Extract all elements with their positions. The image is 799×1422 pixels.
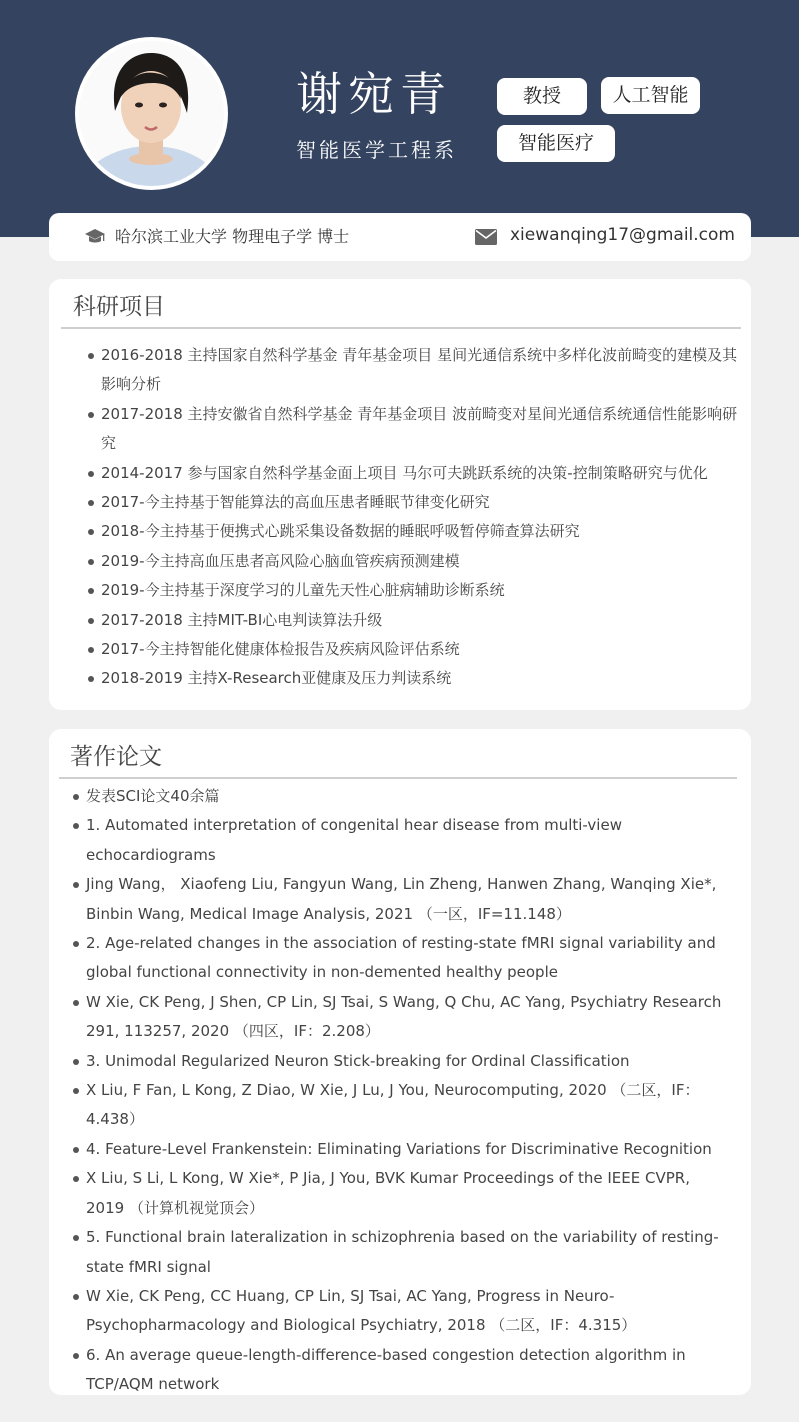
paper-item-text: Jing Wang， Xiaofeng Liu, Fangyun Wang, Lin Zheng, Hanwen Zhang, Wanqing Xie*, Binbin Wang, Medical Image Analysis, 2021 （一区，IF=11.148） bbox=[86, 875, 717, 923]
list-item bbox=[101, 488, 741, 517]
research-item-text: 2017-今主持基于智能算法的高血压患者睡眠节律变化研究 bbox=[101, 493, 490, 512]
education-text: 哈尔滨工业大学 物理电子学 博士 bbox=[115, 227, 350, 246]
paper-item-text: 5. Functional brain lateralization in schizophrenia based on the variability of resting-state fMRI signal bbox=[86, 1228, 719, 1276]
list-item bbox=[86, 1164, 726, 1223]
list-item bbox=[86, 1282, 726, 1341]
paper-item-text: X Liu, S Li, L Kong, W Xie*, P Jia, J You, BVK Kumar Proceedings of the IEEE CVPR, 2019 （计算机视觉顶会） bbox=[86, 1169, 690, 1217]
research-item-text: 2014-2017 参与国家自然科学基金面上项目 马尔可夫跳跃系统的决策-控制策略研究与优化 bbox=[101, 463, 708, 482]
list-item bbox=[101, 517, 741, 546]
bullet-dot bbox=[73, 1353, 79, 1359]
research-item-text: 2019-今主持基于深度学习的儿童先天性心脏病辅助诊断系统 bbox=[101, 581, 505, 600]
list-item bbox=[101, 664, 741, 693]
graduation-cap-icon bbox=[84, 227, 106, 247]
research-list bbox=[101, 341, 741, 694]
list-item bbox=[101, 606, 741, 635]
research-item-text: 2017-2018 主持安徽省自然科学基金 青年基金项目 波前畸变对星间光通信系统通信性能影响研究 bbox=[101, 404, 738, 453]
bullet-dot bbox=[73, 1235, 79, 1241]
research-item-text: 2018-今主持基于便携式心跳采集设备数据的睡眠呼吸暂停筛查算法研究 bbox=[101, 522, 580, 541]
list-item bbox=[86, 1076, 726, 1135]
bullet-dot bbox=[88, 471, 94, 477]
list-item bbox=[86, 1135, 726, 1164]
tag-smart-medical: 智能医疗 bbox=[497, 125, 615, 162]
tag-professor: 教授 bbox=[497, 78, 587, 115]
list-item bbox=[101, 547, 741, 576]
research-title: 科研项目 bbox=[73, 294, 165, 320]
list-item bbox=[86, 1341, 726, 1400]
bullet-dot bbox=[88, 500, 94, 506]
list-item bbox=[86, 1223, 726, 1282]
bullet-dot bbox=[88, 618, 94, 624]
bullet-dot bbox=[73, 1176, 79, 1182]
research-divider bbox=[61, 327, 741, 329]
list-item bbox=[86, 870, 726, 929]
paper-item-text: 发表SCI论文40余篇 bbox=[86, 787, 220, 805]
bullet-dot bbox=[73, 1147, 79, 1153]
papers-list bbox=[86, 782, 726, 1400]
bullet-dot bbox=[88, 412, 94, 418]
list-item bbox=[101, 341, 741, 400]
papers-card bbox=[49, 729, 751, 1395]
bullet-dot bbox=[73, 1088, 79, 1094]
paper-item-text: 3. Unimodal Regularized Neuron Stick-breaking for Ordinal Classification bbox=[86, 1051, 630, 1070]
research-item-text: 2017-2018 主持MIT-BI心电判读算法升级 bbox=[101, 610, 383, 629]
research-item-text: 2019-今主持高血压患者高风险心脑血管疾病预测建模 bbox=[101, 551, 460, 570]
papers-title: 著作论文 bbox=[70, 744, 162, 770]
list-item bbox=[101, 635, 741, 664]
paper-item-text: X Liu, F Fan, L Kong, Z Diao, W Xie, J Lu, J You, Neurocomputing, 2020 （二区，IF：4.438） bbox=[86, 1081, 700, 1129]
bullet-dot bbox=[73, 1059, 79, 1065]
bullet-dot bbox=[73, 1294, 79, 1300]
paper-item-text: 6. An average queue-length-difference-based congestion detection algorithm in TCP/AQM network bbox=[86, 1345, 686, 1394]
email-text[interactable]: xiewanqing17@gmail.com bbox=[510, 225, 735, 245]
research-card bbox=[49, 279, 751, 710]
contact-card bbox=[49, 213, 751, 261]
list-item bbox=[86, 988, 726, 1047]
bullet-dot bbox=[73, 1000, 79, 1006]
paper-item-text: 1. Automated interpretation of congenital hear disease from multi-view echocardiograms bbox=[86, 816, 622, 864]
list-item bbox=[101, 459, 741, 488]
list-item bbox=[86, 811, 726, 870]
bullet-dot bbox=[73, 823, 79, 829]
list-item bbox=[86, 1047, 726, 1076]
bullet-dot bbox=[73, 794, 79, 800]
research-item-text: 2017-今主持智能化健康体检报告及疾病风险评估系统 bbox=[101, 640, 460, 659]
list-item bbox=[86, 929, 726, 988]
research-item-text: 2016-2018 主持国家自然科学基金 青年基金项目 星间光通信系统中多样化波前畸变的建模及其影响分析 bbox=[101, 346, 738, 394]
bullet-dot bbox=[88, 529, 94, 535]
research-item-text: 2018-2019 主持X-Research亚健康及压力判读系统 bbox=[101, 669, 452, 688]
bullet-dot bbox=[73, 941, 79, 947]
list-item bbox=[101, 400, 741, 459]
tag-ai: 人工智能 bbox=[601, 77, 700, 114]
bullet-dot bbox=[88, 353, 94, 359]
profile-department: 智能医学工程系 bbox=[296, 138, 457, 162]
bullet-dot bbox=[73, 882, 79, 888]
list-item bbox=[101, 576, 741, 605]
bullet-dot bbox=[88, 559, 94, 565]
paper-item-text: 2. Age-related changes in the association of resting-state fMRI signal variability and global functional connectivity in non-demented healthy people bbox=[86, 934, 716, 982]
bullet-dot bbox=[88, 588, 94, 594]
papers-divider bbox=[59, 777, 737, 779]
avatar bbox=[75, 37, 228, 190]
portrait-photo bbox=[79, 41, 224, 186]
bullet-dot bbox=[88, 676, 94, 682]
list-item bbox=[86, 782, 726, 811]
paper-item-text: 4. Feature-Level Frankenstein: Eliminating Variations for Discriminative Recognition bbox=[86, 1139, 712, 1158]
envelope-icon bbox=[475, 229, 497, 245]
paper-item-text: W Xie, CK Peng, CC Huang, CP Lin, SJ Tsai, AC Yang, Progress in Neuro-Psychopharmacology and Biological Psychiatry, 2018 （二区，IF：4.315） bbox=[86, 1286, 637, 1335]
profile-name: 谢宛青 bbox=[296, 67, 452, 121]
bullet-dot bbox=[88, 647, 94, 653]
paper-item-text: W Xie, CK Peng, J Shen, CP Lin, SJ Tsai, S Wang, Q Chu, AC Yang, Psychiatry Research 291, 113257, 2020 （四区，IF：2.208） bbox=[86, 992, 722, 1041]
